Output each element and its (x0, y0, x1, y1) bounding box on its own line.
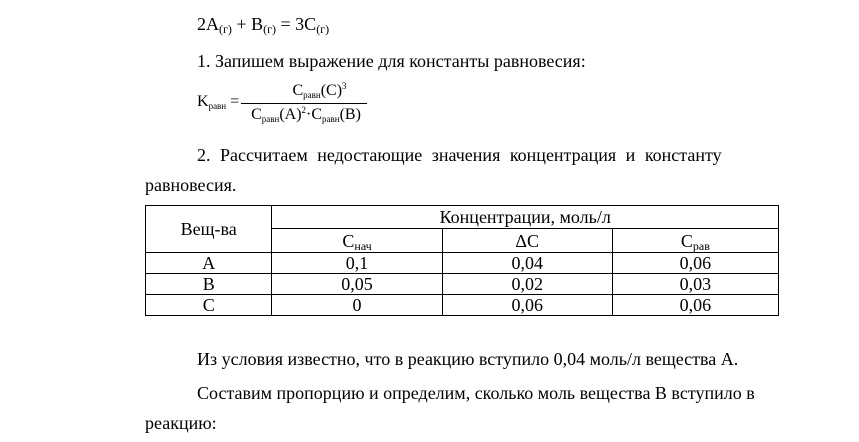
concentration-header: Концентрации, моль/л (272, 206, 779, 229)
substance-header: Вещ-ва (146, 206, 272, 253)
paragraph-proportion-line1: Составим пропорцию и определим, сколько моль вещества В вступило в (197, 383, 755, 403)
eq-state-a: (г) (219, 22, 232, 36)
paragraph-proportion-line2: реакцию: (145, 413, 217, 433)
eq-term-b: + B (231, 14, 264, 34)
reaction-equation (197, 13, 329, 35)
eq-state-c: (г) (316, 22, 330, 36)
den-sub2: равн (322, 114, 340, 124)
table-row (146, 274, 779, 295)
num-sub: равн (303, 90, 321, 100)
step2-text-line1: 2. Рассчитаем недостающие значения концентрация и константу (197, 145, 722, 165)
cell-initial: 0,1 (272, 253, 442, 274)
den-dot: ·C (306, 106, 323, 123)
eq-term-a: 2A (197, 14, 219, 34)
cell-equilibrium: 0,06 (612, 253, 778, 274)
formula-k: K (197, 93, 209, 110)
cell-delta: 0,06 (442, 295, 612, 316)
fraction-bar (241, 103, 367, 104)
col-initial-header: $C_{нач}$ (272, 229, 442, 253)
cell-delta: 0,04 (442, 253, 612, 274)
den-sub1: равн (261, 114, 280, 124)
step1-text: 1. Запишем выражение для константы равновесия: (197, 51, 586, 71)
col-delta-header: ΔC (442, 229, 612, 253)
formula-eq: = (226, 93, 240, 110)
col-equilibrium-header: $C_{рав}$ (612, 229, 778, 253)
concentration-table (145, 205, 779, 316)
cell-initial: 0,05 (272, 274, 442, 295)
step2-text-line2: равновесия. (145, 175, 237, 195)
table-header-row (146, 206, 779, 229)
formula-k-sub: равн (208, 101, 227, 111)
cell-delta: 0,02 (442, 274, 612, 295)
cell-equilibrium: 0,03 (612, 274, 778, 295)
den-c1: C (251, 106, 262, 123)
num-c: C (292, 82, 304, 99)
cell-equilibrium: 0,06 (612, 295, 778, 316)
eq-state-b: (г) (263, 22, 277, 36)
num-arg: (C) (320, 82, 343, 99)
formula-numerator (272, 82, 367, 100)
formula-denominator (241, 106, 371, 124)
eq-term-c: = 3C (276, 14, 317, 34)
paragraph-given: Из условия известно, что в реакцию вступило 0,04 моль/л вещества А. (197, 349, 739, 369)
table-row (146, 253, 779, 274)
den-arg2: (B) (339, 106, 361, 123)
cell-substance: C (146, 295, 272, 316)
den-exp1: 2 (301, 105, 307, 115)
cell-substance: A (146, 253, 272, 274)
table-row (146, 295, 779, 316)
equilibrium-constant-formula (197, 82, 377, 130)
num-exp: 3 (342, 81, 347, 91)
formula-lhs (197, 93, 239, 111)
cell-initial: 0 (272, 295, 442, 316)
cell-substance: B (146, 274, 272, 295)
den-arg1: (A) (279, 106, 302, 123)
